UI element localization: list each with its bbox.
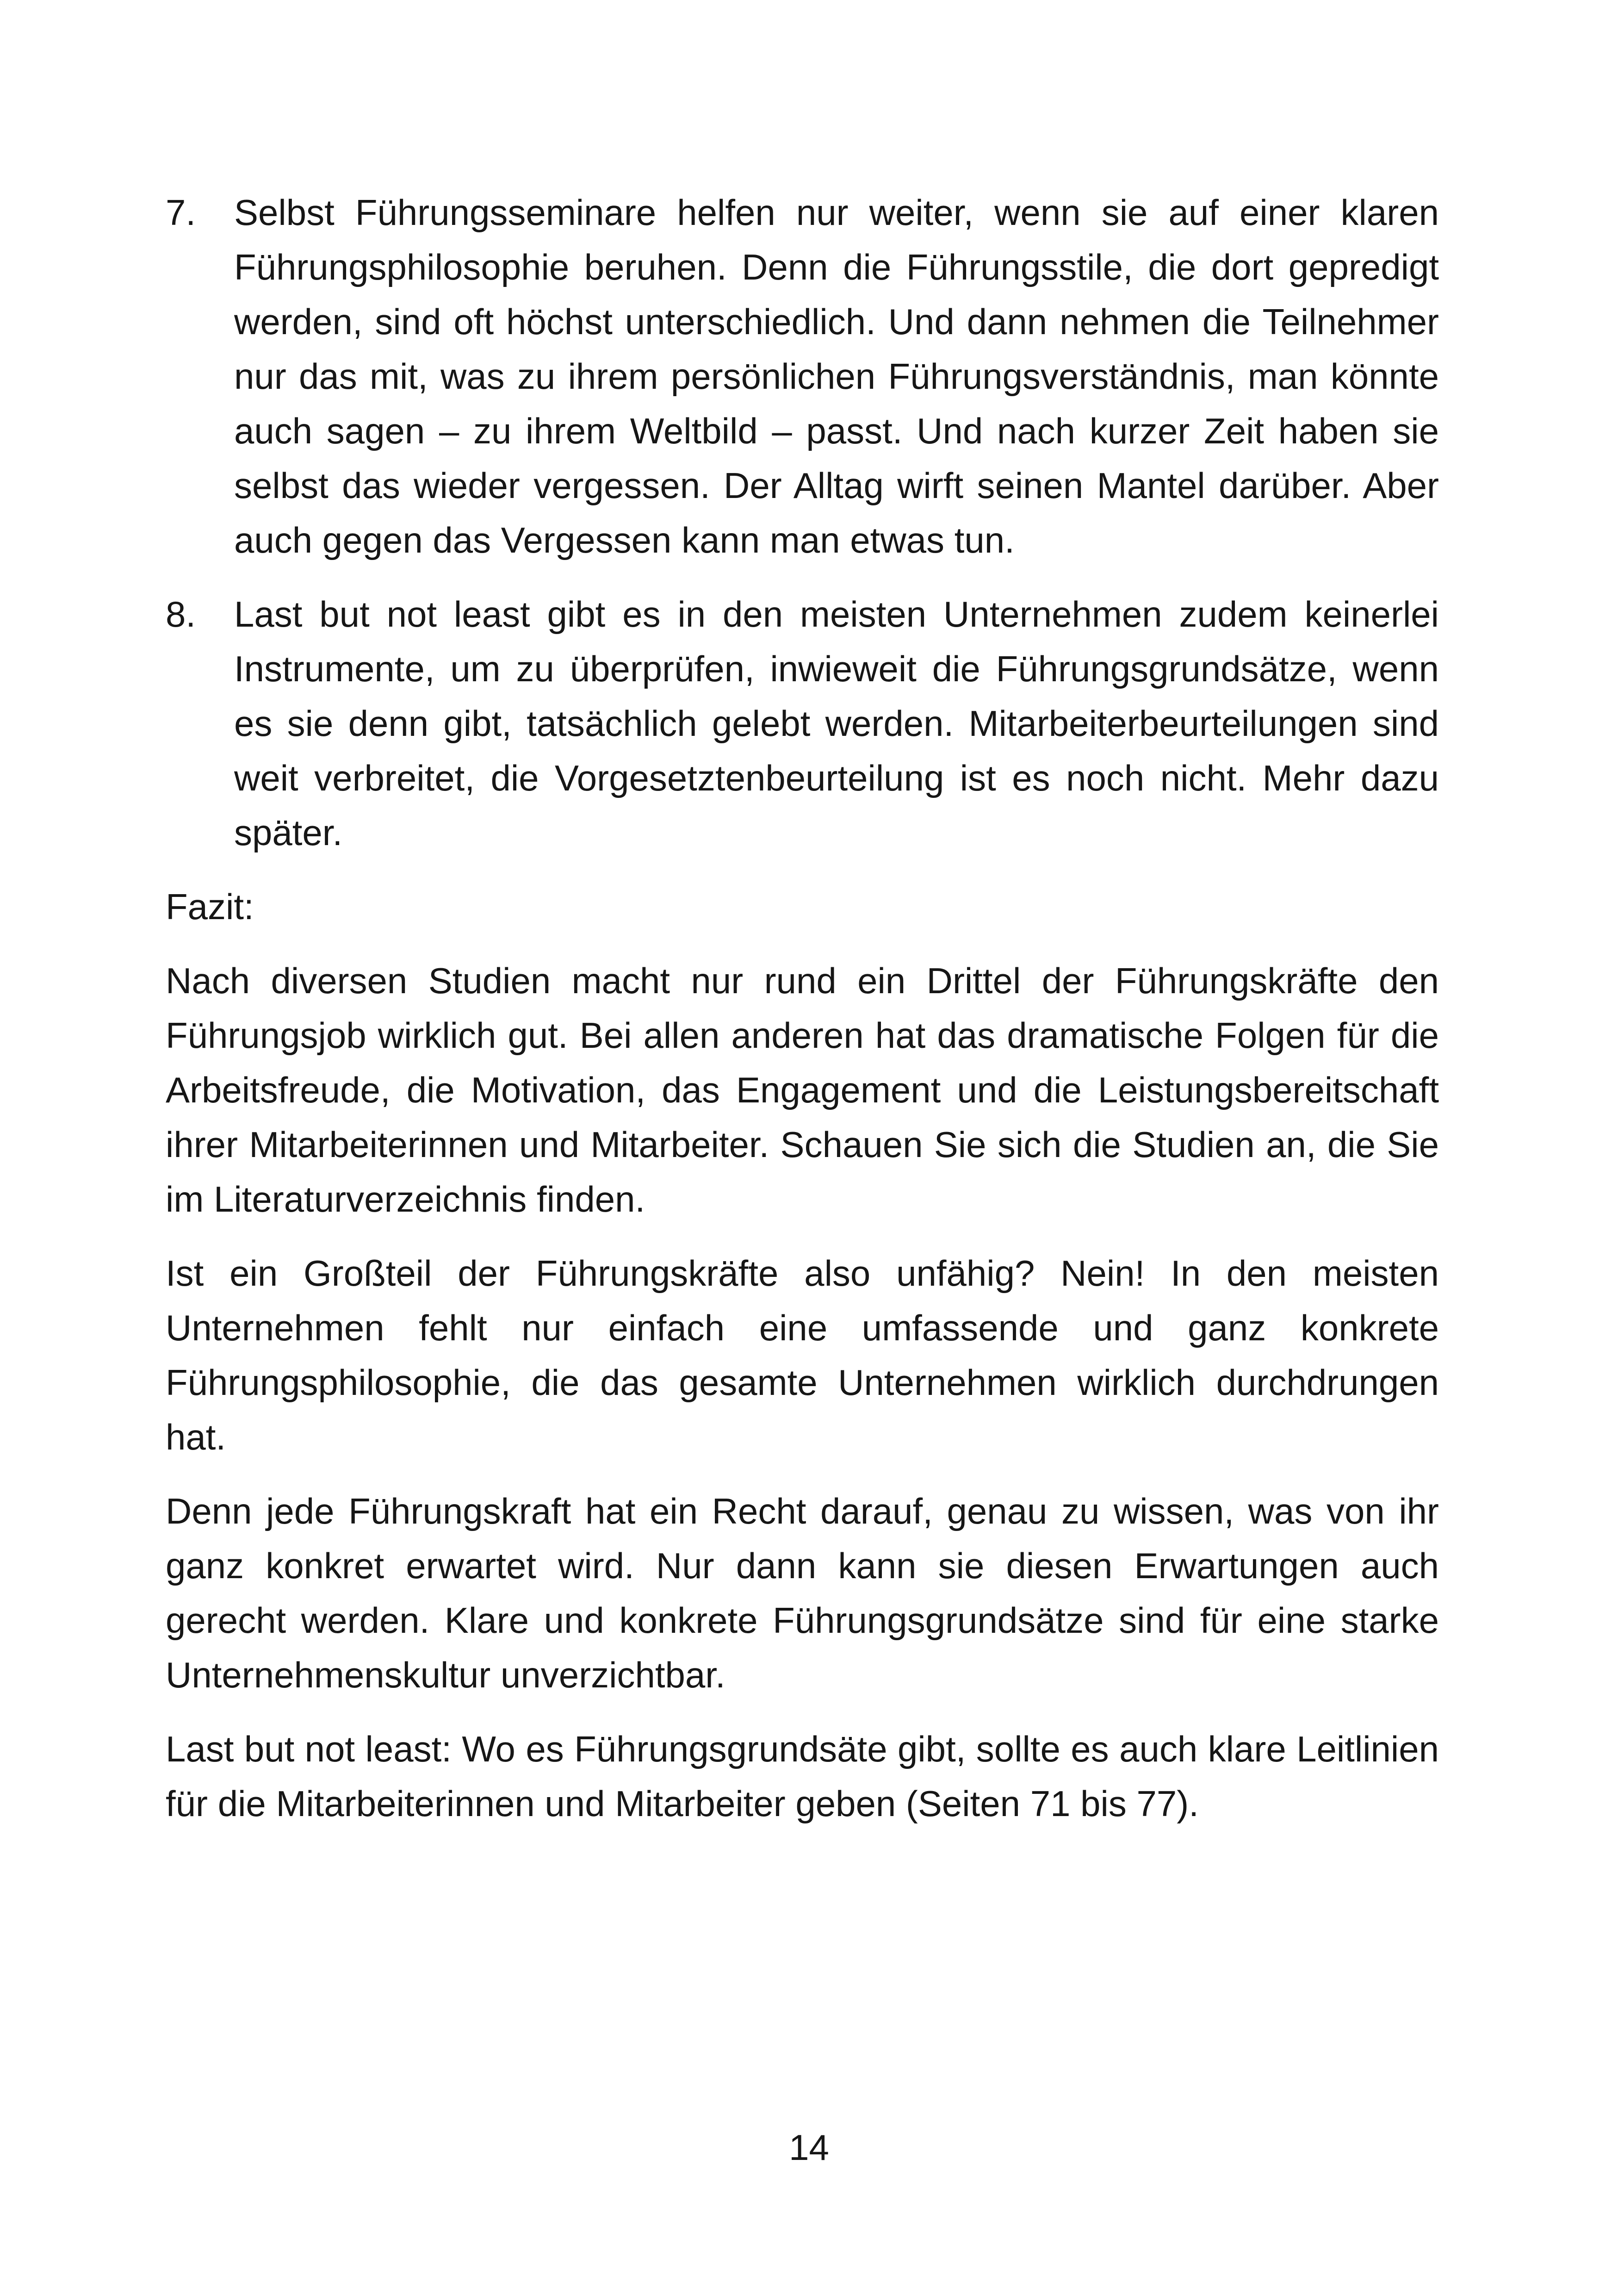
list-item-text: Last but not least gibt es in den meisten Unternehmen zudem keinerlei Instrumente, um zu überprüfen, inwieweit die Führungsgrundsätze, wenn es sie denn gibt, tatsächlich gelebt werden. Mitarbeiterbeurteilungen sind weit verbreitet, die Vorgesetztenbeurteilung ist es noch nicht. Mehr dazu später. [234,594,1439,853]
paragraph: Nach diversen Studien macht nur rund ein Drittel der Führungskräfte den Führungsjob wirklich gut. Bei allen anderen hat das dramatische Folgen für die Arbeitsfreude, die Motivation, das Engagement und die Leistungsbereitschaft ihrer Mitarbeiterinnen und Mitarbeiter. Schauen Sie sich die Studien an, die Sie im Literaturverzeichnis finden. [166,960,1439,1220]
list-item-text: Selbst Führungsseminare helfen nur weiter, wenn sie auf einer klaren Führungsphilosophie beruhen. Denn die Führungsstile, die dort gepredigt werden, sind oft höchst unterschiedlich. Und dann nehmen die Teilnehmer nur das mit, was zu ihrem persönlichen Führungsverständnis, man könnte auch sagen – zu ihrem Weltbild – passt. Und nach kurzer Zeit haben sie selbst das wieder vergessen. Der Alltag wirft seinen Mantel darüber. Aber auch gegen das Vergessen kann man etwas tun. [234,192,1439,560]
paragraph: Ist ein Großteil der Führungskräfte also unfähig? Nein! In den meisten Unternehmen fehlt nur einfach eine umfassende und ganz konkrete Führungsphilosophie, die das gesamte Unternehmen wirklich durchdrungen hat. [166,1253,1439,1457]
paragraph: Last but not least: Wo es Führungsgrundsäte gibt, sollte es auch klare Leitlinien für die Mitarbeiterinnen und Mitarbeiter geben (Seiten 71 bis 77). [166,1729,1439,1824]
list-item-7 [166,185,1439,567]
list-number: 8. [166,594,196,635]
list-item-8 [166,587,1439,860]
paragraph: Denn jede Führungskraft hat ein Recht darauf, genau zu wissen, was von ihr ganz konkret erwartet wird. Nur dann kann sie diesen Erwartungen auch gerecht werden. Klare und konkrete Führungsgrundsätze sind für eine starke Unternehmenskultur unverzichtbar. [166,1491,1439,1695]
fazit-label: Fazit: [166,886,254,927]
page-number: 14 [789,2127,829,2168]
list-number: 7. [166,192,196,233]
body-text [166,185,1439,1850]
